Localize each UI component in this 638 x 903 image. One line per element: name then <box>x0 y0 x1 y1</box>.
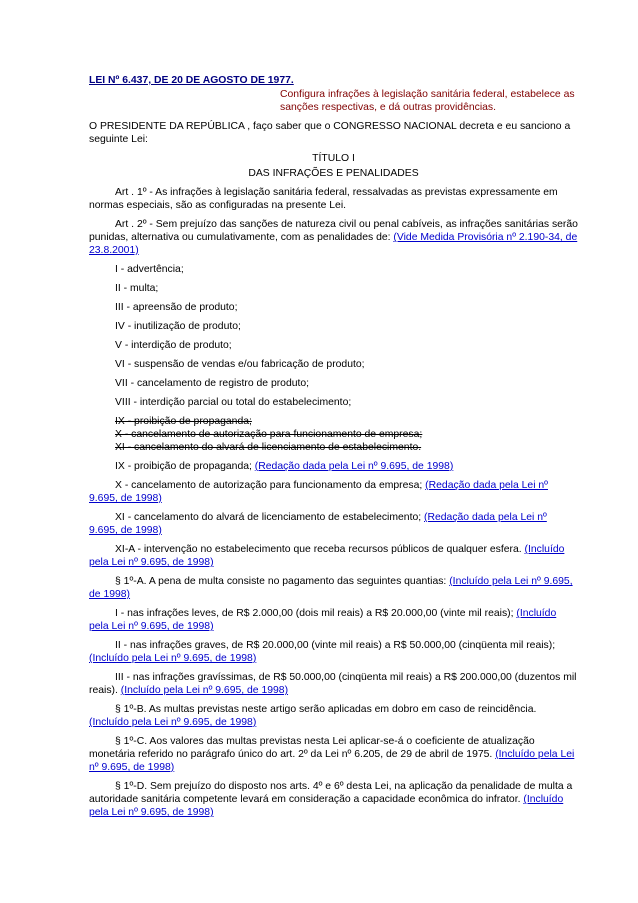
amended-item <box>89 607 578 633</box>
amendment-link[interactable]: (Redação dada pela Lei nº 9.695, de 1998) <box>254 461 454 472</box>
amended-item-text: XI-A - intervenção no estabelecimento que receba recursos públicos de qualquer esfera. <box>115 544 525 555</box>
amended-item <box>89 735 578 774</box>
list-item: IV - inutilização de produto; <box>115 321 241 332</box>
list-item: VI - suspensão de vendas e/ou fabricação de produto; <box>115 359 365 370</box>
article-2 <box>89 218 578 257</box>
law-summary: Configura infrações à legislação sanitária federal, estabelece as sanções respectivas, e dá outras providências. <box>280 89 575 113</box>
section-title: TÍTULO I <box>312 153 355 164</box>
law-document <box>89 74 578 825</box>
amended-item <box>89 671 578 697</box>
revoked-item: XI - cancelamento do alvará de licenciamento de estabelecimento. <box>115 442 422 453</box>
list-item: VII - cancelamento de registro de produto; <box>115 378 310 389</box>
amendment-link[interactable]: (Incluído pela Lei nº 9.695, de 1998) <box>89 794 564 818</box>
amended-item <box>89 703 578 729</box>
amendment-link[interactable]: (Incluído pela Lei nº 9.695, de 1998) <box>89 717 257 728</box>
amendment-link[interactable]: (Incluído pela Lei nº 9.695, de 1998) <box>89 608 557 632</box>
amended-item-text: II - nas infrações graves, de R$ 20.000,00 (vinte mil reais) a R$ 50.000,00 (cinqüenta mil reais); <box>115 640 556 651</box>
amendment-link[interactable]: (Redação dada pela Lei nº 9.695, de 1998) <box>89 480 548 504</box>
revoked-item: X - cancelamento de autorização para funcionamento de empresa; <box>115 429 423 440</box>
list-item: I - advertência; <box>115 264 184 275</box>
amended-item <box>89 460 578 473</box>
list-item: V - interdição de produto; <box>115 340 232 351</box>
amended-item <box>89 479 578 505</box>
amended-item-text: IX - proibição de propaganda; <box>115 461 255 472</box>
list-item: VIII - interdição parcial ou total do estabelecimento; <box>115 397 352 408</box>
amendment-link[interactable]: (Incluído pela Lei nº 9.695, de 1998) <box>89 653 257 664</box>
article-1: Art . 1º - As infrações à legislação sanitária federal, ressalvadas as previstas expressamente em normas especiais, são as configuradas na presente Lei. <box>89 187 558 211</box>
amended-item-text: § 1º-A. A pena de multa consiste no pagamento das seguintes quantias: <box>115 576 450 587</box>
list-item: II - multa; <box>115 283 159 294</box>
amendment-link[interactable]: (Incluído pela Lei nº 9.695, de 1998) <box>89 749 575 773</box>
amended-item-text: § 1º-D. Sem prejuízo do disposto nos arts. 4º e 6º desta Lei, na aplicação da penalidade de multa a autoridade sanitária competente levará em consideração a capacidade econômica do infrator. <box>89 781 573 805</box>
amended-items <box>89 460 578 819</box>
amended-item-text: § 1º-B. As multas previstas neste artigo serão aplicadas em dobro em caso de reincidência. <box>115 704 537 715</box>
article-2-text: Art . 2º - Sem prejuízo das sanções de natureza civil ou penal cabíveis, as infrações sanitárias serão punidas, alternativa ou cumulativamente, com as penalidades de: <box>89 219 578 243</box>
amended-item <box>89 639 578 665</box>
amended-item <box>89 511 578 537</box>
amended-item-text: III - nas infrações gravíssimas, de R$ 50.000,00 (cinqüenta mil reais) a R$ 200.000,00 (duzentos mil reais). <box>89 672 577 696</box>
amended-item <box>89 543 578 569</box>
amended-item <box>89 780 578 819</box>
amendment-link[interactable]: (Incluído pela Lei nº 9.695, de 1998) <box>120 685 289 696</box>
amendment-link[interactable]: (Redação dada pela Lei nº 9.695, de 1998) <box>89 512 547 536</box>
amended-item <box>89 575 578 601</box>
section-subtitle: DAS INFRAÇÕES E PENALIDADES <box>248 168 419 179</box>
revoked-item: IX - proibição de propaganda; <box>115 416 252 427</box>
vide-mp-link[interactable]: (Vide Medida Provisória nº 2.190-34, de 23.8.2001) <box>89 232 578 256</box>
amendment-link[interactable]: (Incluído pela Lei nº 9.695, de 1998) <box>89 544 565 568</box>
revoked-items <box>89 415 578 454</box>
amended-item-text: § 1º-C. Aos valores das multas previstas nesta Lei aplicar-se-á o coeficiente de atualização monetária referido no parágrafo único do art. 2º da Lei nº 6.205, de 29 de abril de 1975. <box>89 736 535 760</box>
penalty-list <box>89 263 578 409</box>
preamble: O PRESIDENTE DA REPÚBLICA , faço saber que o CONGRESSO NACIONAL decreta e eu sanciono a seguinte Lei: <box>89 121 571 145</box>
amended-item-text: XI - cancelamento do alvará de licenciamento de estabelecimento; <box>115 512 425 523</box>
amendment-link[interactable]: (Incluído pela Lei nº 9.695, de 1998) <box>89 576 573 600</box>
law-title: LEI Nº 6.437, DE 20 DE AGOSTO DE 1977. <box>89 75 294 86</box>
amended-item-text: X - cancelamento de autorização para funcionamento da empresa; <box>115 480 426 491</box>
list-item: III - apreensão de produto; <box>115 302 238 313</box>
amended-item-text: I - nas infrações leves, de R$ 2.000,00 (dois mil reais) a R$ 20.000,00 (vinte mil reais); <box>115 608 517 619</box>
